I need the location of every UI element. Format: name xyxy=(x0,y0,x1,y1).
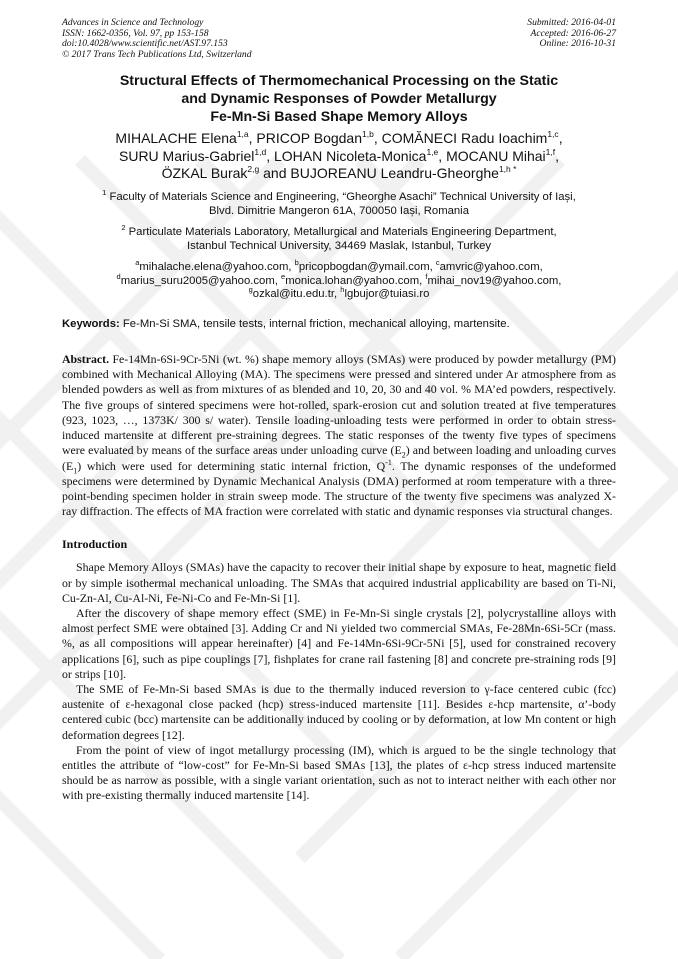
author-separator: , xyxy=(266,147,274,164)
keywords-label: Keywords: xyxy=(62,318,120,331)
author-name: SURU Marius-Gabriel xyxy=(119,147,255,164)
author-name: PRICOP Bogdan xyxy=(256,130,363,147)
author-separator: , xyxy=(558,130,563,147)
abstract-superscript: -1 xyxy=(385,457,392,467)
author-affiliation-mark: 1,h * xyxy=(498,164,517,175)
author-affiliation-mark: 1,a xyxy=(236,129,249,140)
email-link[interactable]: mihai_nov19@yahoo.com, xyxy=(427,274,562,287)
email-mark: g xyxy=(248,284,253,294)
title-line-1: Structural Effects of Thermomechanical Processing on the Static xyxy=(119,73,559,90)
email-mark: f xyxy=(425,271,428,281)
abstract xyxy=(62,352,616,519)
author-list xyxy=(62,130,616,183)
journal-name: Advances in Science and Technology xyxy=(62,17,204,28)
author-name: ÖZKAL Burak xyxy=(161,165,248,182)
author-affiliation-mark: 2,g xyxy=(247,164,260,175)
author-affiliation-mark: 1,c xyxy=(547,129,559,140)
abstract-text: . The dynamic responses of the undeformed specimens were determined by Dynamic Mechanical Analysis (DMA) performed at room temperature with a three-point-bending specimen holder in strain sweep mode. The structure of the twenty five specimens was analyzed X-ray diffraction. The effects of MA fraction were correlated with static and dynamic responses via structural changes. xyxy=(62,458,616,519)
author-line-1 xyxy=(62,130,616,148)
affiliation-1 xyxy=(62,187,616,218)
author-affiliation-mark: 1,b xyxy=(362,129,374,140)
author-separator: , xyxy=(438,147,447,164)
keywords-text: Fe-Mn-Si SMA, tensile tests, internal friction, mechanical alloying, martensite. xyxy=(122,318,510,331)
email-mark: b xyxy=(294,258,299,268)
email-mark: h xyxy=(340,284,345,294)
author-name: BUJOREANU Leandru-Gheorghe xyxy=(290,165,499,182)
affiliation-line: Faculty of Materials Science and Engineering, “Gheorghe Asachi” Technical University of Iași, xyxy=(109,190,576,203)
abstract-text: ) which were used for determining static internal friction, Q xyxy=(77,458,386,473)
title-line-3: Fe-Mn-Si Based Shape Memory Alloys xyxy=(210,108,468,125)
author-line-3 xyxy=(62,165,616,183)
email-link[interactable]: amvric@yahoo.com, xyxy=(439,261,543,274)
affiliation-line: Particulate Materials Laboratory, Metallurgical and Materials Engineering Department, xyxy=(128,226,557,239)
intro-paragraph: Shape Memory Alloys (SMAs) have the capacity to recover their initial shape by exposure to heat, magnetic field or by simple isothermal mechanical unloading. The SMAs that acquired industrial applicability are based on Ti-Ni, Cu-Zn-Al, Cu-Al-Ni, Fe-Ni-Co and Fe-Mn-Si [1]. xyxy=(62,560,616,605)
email-mark: a xyxy=(135,258,140,268)
affiliation-mark: 2 xyxy=(121,223,126,233)
author-affiliation-mark: 1,f xyxy=(545,146,556,157)
abstract-text: ) and between loading and unloading curves (E xyxy=(62,443,616,473)
author-affiliation-mark: 1,d xyxy=(254,146,267,157)
keywords xyxy=(62,317,616,331)
email-link[interactable]: lgbujor@tuiasi.ro xyxy=(344,287,430,300)
accepted-date: Accepted: 2016-06-27 xyxy=(530,27,616,39)
copyright-line: © 2017 Trans Tech Publications Ltd, Switzerland xyxy=(62,48,252,60)
publication-header xyxy=(62,18,616,60)
author-line-2 xyxy=(62,148,616,166)
submitted-date: Submitted: 2016-04-01 xyxy=(527,17,616,28)
email-link[interactable]: mihalache.elena@yahoo.com, xyxy=(139,261,292,274)
abstract-label: Abstract. xyxy=(62,352,110,367)
affiliation-line: Istanbul Technical University, 34469 Maslak, Istanbul, Turkey xyxy=(186,240,492,253)
abstract-subscript: 1 xyxy=(73,465,78,475)
author-name: COMĂNECI Radu Ioachim xyxy=(381,130,548,147)
email-link[interactable]: pricopbogdan@ymail.com, xyxy=(298,261,433,274)
author-affiliation-mark: 1,e xyxy=(426,146,439,157)
affiliation-2 xyxy=(62,225,616,253)
abstract-text: Fe-14Mn-6Si-9Cr-5Ni (wt. %) shape memory alloys (SMAs) were produced by powder metallurgy (PM) combined with Mechanical Alloying (MA). The specimens were pressed and sintered under Ar atmosphere from as blended powders as well as from mixtures of as blended and 10, 20, 30 and 40 vol. % MA’ed powders, respectively. The five groups of sintered specimens were hot-rolled, spark-erosion cut and solution treated at five temperatures (923, 1023, …, 1373K/ 300 s/ water). Tensile loading-unloading tests were performed in order to obtain stress-induced martensite at different pre-straining degrees. The static responses of the twenty five types of specimens were evaluated by means of the surface areas under unloading curve (E xyxy=(62,352,616,458)
author-name: MIHALACHE Elena xyxy=(115,130,237,147)
intro-paragraph: The SME of Fe-Mn-Si based SMAs is due to the thermally induced reversion to γ-face centered cubic (fcc) austenite of ε-hexagonal close packed (hcp) stress-induced martensite [11]. Besides ε-hcp martensite, α’-body centered cubic (bcc) martensite can be additionally induced by cooling or by deformation, at low Mn content or high deformation degrees [12]. xyxy=(62,681,616,742)
email-link[interactable]: ozkal@itu.edu.tr, xyxy=(252,287,338,300)
intro-paragraph: After the discovery of shape memory effect (SME) in Fe-Mn-Si single crystals [2], polycrystalline alloys with almost perfect SME were obtained [3]. Adding Cr and Ni yielded two commercial SMAs, Fe-28Mn-6Si-5Cr (mass. %, as all compositions will appear hereinafter) [4] and Fe-14Mn-6Si-9Cr-5Ni [5], used for constrained recovery applications [6], such as pipe couplings [7], fishplates for crane rail fastening [8] and concrete pre-straining rods [9] or strips [10]. xyxy=(62,605,616,681)
intro-paragraph: From the point of view of ingot metallurgy processing (IM), which is argued to be the single technology that entitles the attribute of “low-cost” for Fe-Mn-Si based SMAs [13], the plates of ε-hcp stress induced martensite should be as narrow as possible, with a single variant orientation, such as not to interact neither with each other nor with pre-existing thermally induced martensite [14]. xyxy=(62,742,616,803)
author-separator: and xyxy=(259,165,291,182)
author-separator: , xyxy=(373,130,382,147)
section-heading-introduction: Introduction xyxy=(62,537,128,552)
doi-line[interactable]: doi:10.4028/www.scientific.net/AST.97.153 xyxy=(62,38,228,50)
author-name: LOHAN Nicoleta-Monica xyxy=(273,147,427,164)
issn-line: ISSN: 1662-0356, Vol. 97, pp 153-158 xyxy=(62,27,209,39)
author-name: MOCANU Mihai xyxy=(446,147,546,164)
affiliation-line: Blvd. Dimitrie Mangeron 61A, 700050 Iași, Romania xyxy=(209,204,469,217)
email-list xyxy=(62,258,616,301)
author-separator: , xyxy=(248,130,257,147)
author-separator: , xyxy=(555,147,559,164)
title-line-2: and Dynamic Responses of Powder Metallurgy xyxy=(181,90,497,107)
email-link[interactable]: marius_suru2005@yahoo.com, xyxy=(120,274,278,287)
affiliation-mark: 1 xyxy=(102,187,107,197)
email-mark: d xyxy=(116,271,121,281)
email-mark: c xyxy=(435,258,440,268)
paper-title xyxy=(62,73,616,126)
online-date: Online: 2016-10-31 xyxy=(539,38,616,50)
publication-dates xyxy=(527,18,616,60)
email-link[interactable]: monica.lohan@yahoo.com, xyxy=(285,274,423,287)
journal-info xyxy=(62,18,252,60)
email-mark: e xyxy=(281,271,286,281)
abstract-subscript: 2 xyxy=(401,450,406,460)
